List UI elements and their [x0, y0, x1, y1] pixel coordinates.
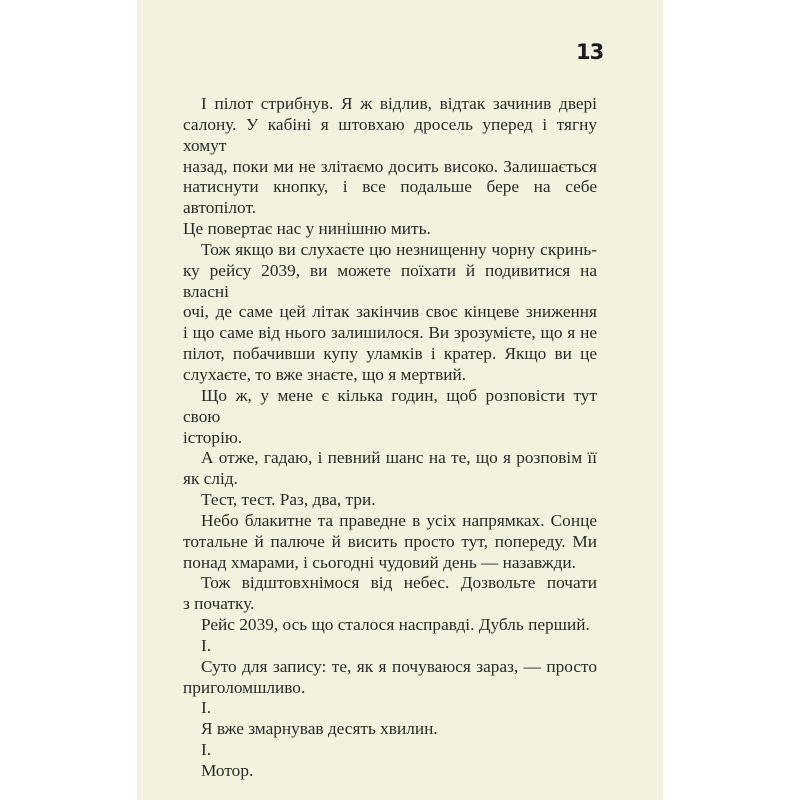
- text-line: пілот, побачивши купу уламків і кратер. Якщо ви це: [183, 344, 597, 364]
- paragraph: [183, 657, 597, 699]
- paragraph: [183, 636, 597, 657]
- text-line: А отже, гадаю, і певний шанс на те, що я розповім її: [201, 448, 597, 468]
- text-line: салону. У кабіні я штовхаю дросель уперед і тягну хомут: [183, 114, 597, 155]
- paragraph: [183, 511, 597, 574]
- text-line: Що ж, у мене є кілька годин, щоб розповісти тут свою: [183, 385, 597, 426]
- text-line: натиснути кнопку, і все подальше бере на себе автопілот.: [183, 177, 597, 218]
- text-line: історію.: [183, 427, 243, 447]
- text-line: І.: [201, 698, 212, 718]
- text-line: слухаєте, то вже знаєте, що я мертвий.: [183, 364, 467, 384]
- paragraph: [183, 615, 597, 636]
- text-line: Суто для запису: те, як я почуваюся зараз, — просто: [201, 656, 597, 676]
- text-line: Тест, тест. Раз, два, три.: [201, 490, 376, 510]
- text-line: Це повертає нас у нинішню мить.: [183, 219, 431, 239]
- paragraph: [183, 698, 597, 719]
- text-line: І.: [201, 740, 212, 760]
- paragraph: [183, 490, 597, 511]
- text-line: очі, де саме цей літак закінчив своє кінцеве зниження: [183, 302, 597, 322]
- text-line: Рейс 2039, ось що сталося насправді. Дубль перший.: [201, 615, 590, 635]
- text-line: з початку.: [183, 594, 255, 614]
- page-number: 13: [576, 40, 604, 64]
- text-line: Тож відштовхнімося від небес. Дозвольте почати: [201, 573, 597, 593]
- text-line: ку рейсу 2039, ви можете поїхати й подивитися на власні: [183, 260, 597, 301]
- paragraph: [183, 240, 597, 386]
- text-line: назад, поки ми не злітаємо досить високо. Залишається: [183, 156, 597, 176]
- text-line: Я вже змарнував десять хвилин.: [201, 719, 438, 739]
- text-line: Тож якщо ви слухаєте цю незнищенну чорну скринь-: [201, 239, 597, 259]
- text-line: як слід.: [183, 469, 238, 489]
- text-line: і що саме від нього залишилося. Ви зрозумієте, що я не: [183, 323, 597, 343]
- paragraph: [183, 386, 597, 449]
- text-line: Небо блакитне та праведне в усіх напрямках. Сонце: [201, 510, 597, 530]
- paragraph: [183, 573, 597, 615]
- text-line: І пілот стрибнув. Я ж відлив, відтак зачинив двері: [201, 94, 597, 113]
- text-line: приголомшливо.: [183, 677, 306, 697]
- text-line: тотальне й палюче й висить просто тут, попереду. Ми: [183, 531, 597, 551]
- paragraph: [183, 740, 597, 761]
- paragraph: [183, 719, 597, 740]
- paragraph: [183, 448, 597, 490]
- body-text: [183, 94, 597, 782]
- text-line: понад хмарами, і сьогодні чудовий день — назавжди.: [183, 552, 577, 572]
- text-line: І.: [201, 635, 212, 655]
- text-line: Мотор.: [201, 761, 254, 780]
- paragraph: [183, 94, 597, 240]
- paragraph: [183, 761, 597, 782]
